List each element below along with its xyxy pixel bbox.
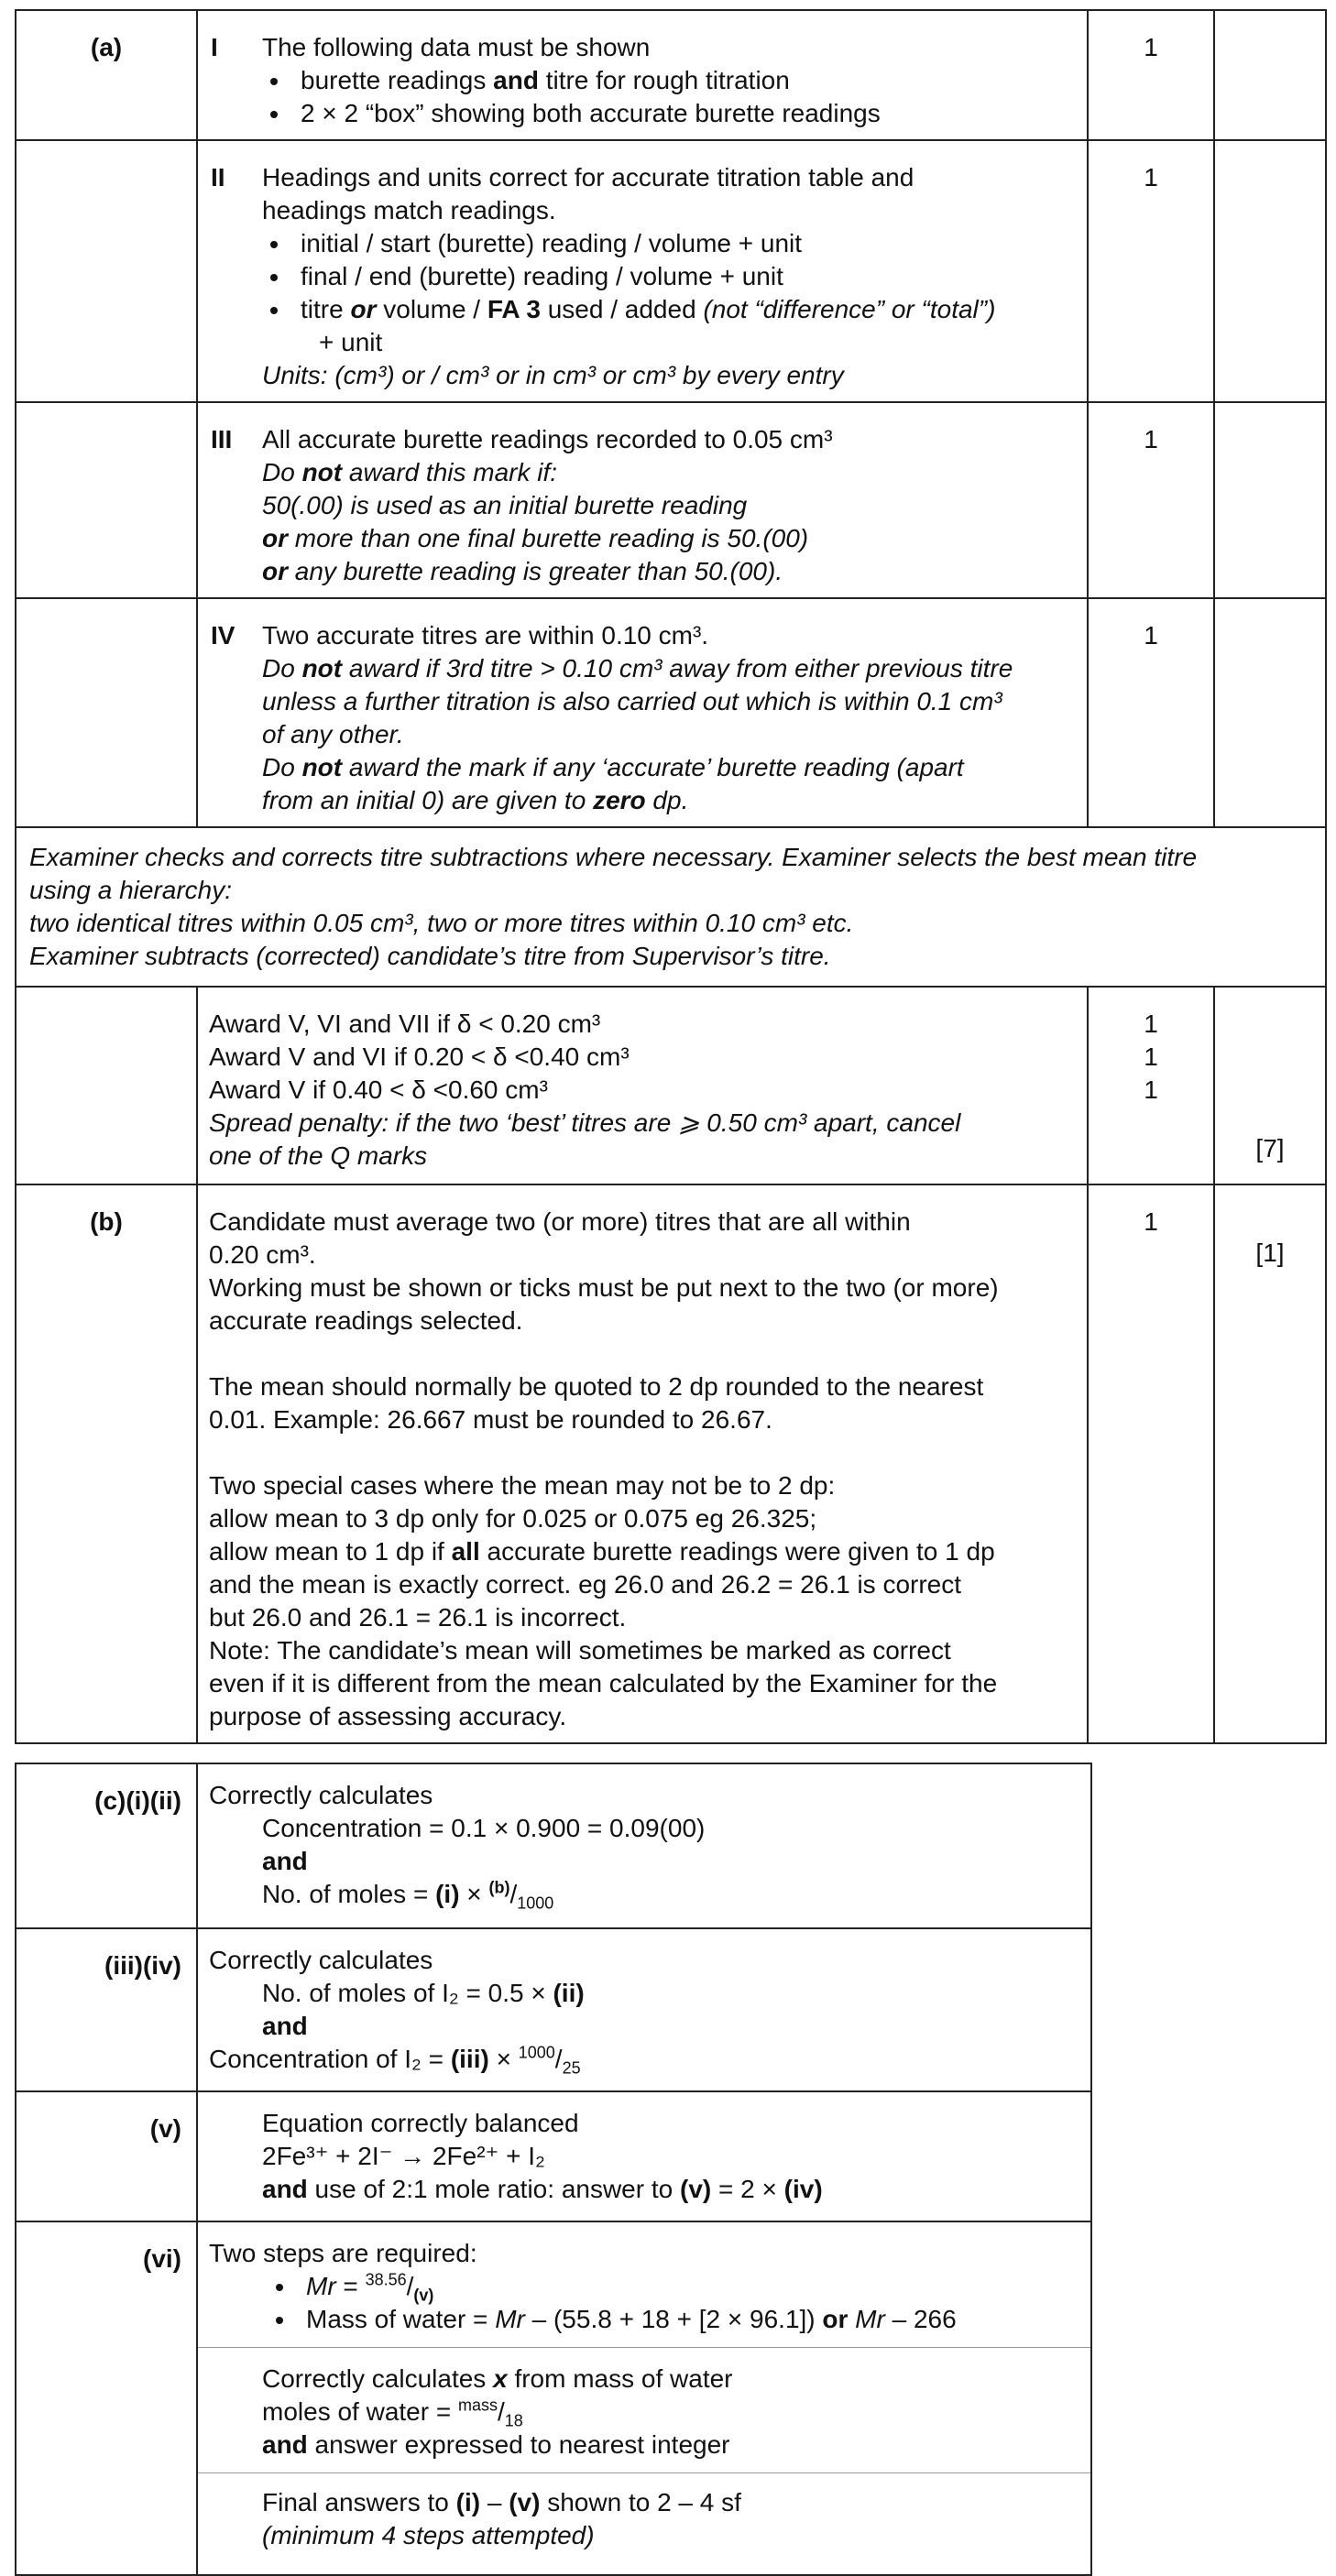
b-p3-8: purpose of assessing accuracy. xyxy=(209,1702,567,1730)
criterion-IV xyxy=(197,598,1088,827)
b-p3-2: allow mean to 3 dp only for 0.025 or 0.075 eg 26.325; xyxy=(209,1504,817,1533)
total-cell-II xyxy=(1214,140,1326,402)
criterion-c-vi xyxy=(197,2221,1091,2575)
criterion-II-intro-1: Headings and units correct for accurate titration table and xyxy=(262,163,914,191)
mark-scheme-table-c xyxy=(15,1763,1092,2576)
c-vi-s3-line2: (minimum 4 steps attempted) xyxy=(262,2521,595,2549)
criterion-II xyxy=(197,140,1088,402)
b-p2-1: The mean should normally be quoted to 2 dp rounded to the nearest xyxy=(209,1372,984,1401)
criterion-IV-line3: unless a further titration is also carried out which is within 0.1 cm³ xyxy=(262,687,1002,715)
c-iii-iv-line3: and xyxy=(262,2012,308,2040)
criterion-III-line1: All accurate burette readings recorded to 0.05 cm³ xyxy=(262,425,833,453)
c-v-line1: Equation correctly balanced xyxy=(262,2109,579,2137)
criterion-III-line2: Do not award this mark if: xyxy=(262,458,558,486)
question-label-c-v: (v) xyxy=(16,2091,197,2221)
c-iii-iv-line2: No. of moles of I₂ = 0.5 × (ii) xyxy=(262,1979,585,2007)
b-p1-3: Working must be shown or ticks must be put next to the two (or more) xyxy=(209,1273,999,1302)
bullet-initial: • initial / start (burette) reading / volume + unit xyxy=(291,227,1076,260)
c-vi-bullet-mr: • $Mr = ^{38.56}/_{(v)}$ xyxy=(297,2270,1079,2303)
criterion-IV-line6: from an initial 0) are given to zero dp. xyxy=(262,786,689,814)
examiner-note-line4: Examiner subtracts (corrected) candidate’s titre from Supervisor’s titre. xyxy=(29,942,831,970)
mark-IV: 1 xyxy=(1088,598,1214,827)
award-line2: Award V and VI if 0.20 < δ <0.40 cm³ xyxy=(209,1042,630,1071)
row-c-iii-iv xyxy=(16,1928,1091,2091)
criterion-I-intro: The following data must be shown xyxy=(262,33,651,61)
total-a-cell xyxy=(1214,987,1326,1184)
award-line5: one of the Q marks xyxy=(209,1141,428,1170)
question-label-c-iii-iv: (iii)(iv) xyxy=(16,1928,197,2091)
question-label-b: (b) xyxy=(16,1184,197,1743)
c-i-ii-line2: Concentration = 0.1 × 0.900 = 0.09(00) xyxy=(262,1814,706,1842)
c-iii-iv-line4: Concentration of $I_2 = (iii) \times ^{1000}/_{25}$ xyxy=(209,2043,581,2078)
marks-award xyxy=(1088,987,1214,1184)
row-a-IV xyxy=(16,598,1326,827)
b-p2-2: 0.01. Example: 26.667 must be rounded to 26.67. xyxy=(209,1405,772,1434)
label-cell-III xyxy=(16,402,197,598)
c-i-ii-line1: Correctly calculates xyxy=(209,1781,433,1809)
c-v-line3: and use of 2:1 mole ratio: answer to (v) = 2 × (iv) xyxy=(262,2175,823,2203)
criterion-IV-line1: Two accurate titres are within 0.10 cm³. xyxy=(262,621,709,649)
c-vi-line1: Two steps are required: xyxy=(209,2239,477,2267)
c-i-ii-line4: No. of moles = $(i) \times ^{(b)}/_{1000}$ xyxy=(262,1878,554,1913)
row-b xyxy=(16,1184,1326,1743)
b-p3-7: even if it is different from the mean calculated by the Examiner for the xyxy=(209,1669,998,1697)
b-p3-6: Note: The candidate’s mean will sometimes be marked as correct xyxy=(209,1636,951,1665)
criterion-IV-line5: Do not award the mark if any ‘accurate’ burette reading (apart xyxy=(262,753,964,781)
examiner-note-line1: Examiner checks and corrects titre subtractions where necessary. Examiner selects the best mean titre xyxy=(29,843,1198,871)
criterion-III-line3: 50(.00) is used as an initial burette reading xyxy=(262,491,748,519)
row-examiner-note xyxy=(16,827,1326,987)
mark-scheme-table-a xyxy=(15,9,1327,1744)
mark-VII: 1 xyxy=(1144,1075,1158,1104)
criterion-III-line4: or more than one final burette reading is 50.(00) xyxy=(262,524,809,552)
total-a: [7] xyxy=(1255,1134,1285,1162)
mark-b: 1 xyxy=(1088,1184,1214,1743)
award-line3: Award V if 0.40 < δ <0.60 cm³ xyxy=(209,1075,548,1104)
examiner-note xyxy=(16,827,1326,987)
b-p1-2: 0.20 cm³. xyxy=(209,1240,316,1269)
numeral-IV: IV xyxy=(211,621,235,649)
c-iii-iv-line1: Correctly calculates xyxy=(209,1946,433,1974)
bullet-final: • final / end (burette) reading / volume + unit xyxy=(291,260,1076,293)
numeral-II: II xyxy=(211,163,225,191)
numeral-I: I xyxy=(211,33,218,61)
c-vi-s3-line1: Final answers to (i) – (v) shown to 2 – 4 sf xyxy=(262,2488,741,2516)
total-b: [1] xyxy=(1255,1239,1285,1267)
criterion-IV-line2: Do not award if 3rd titre > 0.10 cm³ away from either previous titre xyxy=(262,654,1013,682)
b-p3-5: but 26.0 and 26.1 = 26.1 is incorrect. xyxy=(209,1603,627,1632)
criterion-III xyxy=(197,402,1088,598)
label-cell-IV xyxy=(16,598,197,827)
c-vi-step2 xyxy=(198,2347,1090,2472)
criterion-II-intro-2: headings match readings. xyxy=(262,196,556,224)
label-cell-II xyxy=(16,140,197,402)
criterion-II-bullets xyxy=(209,227,1076,326)
c-vi-bullet-mass: • Mass of water = Mr – (55.8 + 18 + [2 × 96.1]) or Mr – 266 xyxy=(297,2303,1079,2336)
total-cell-IV xyxy=(1214,598,1326,827)
c-vi-s2-line3: and answer expressed to nearest integer xyxy=(262,2430,730,2459)
criterion-IV-line4: of any other. xyxy=(262,720,404,748)
criterion-c-iii-iv xyxy=(197,1928,1091,2091)
c-vi-step1 xyxy=(198,2222,1090,2347)
mark-V: 1 xyxy=(1144,1010,1158,1038)
criterion-b xyxy=(197,1184,1088,1743)
mark-VI: 1 xyxy=(1144,1042,1158,1071)
b-p3-3: allow mean to 1 dp if all accurate burette readings were given to 1 dp xyxy=(209,1537,995,1566)
numeral-III: III xyxy=(211,425,233,453)
bullet-titre: • titre or volume / FA 3 used / added (not “difference” or “total”) xyxy=(291,293,1076,326)
question-label-c-vi: (vi) xyxy=(16,2221,197,2575)
total-b-cell xyxy=(1214,1184,1326,1743)
mark-II: 1 xyxy=(1088,140,1214,402)
award-criteria xyxy=(197,987,1088,1184)
award-line1: Award V, VI and VII if δ < 0.20 cm³ xyxy=(209,1010,601,1038)
question-label-a: (a) xyxy=(16,10,197,140)
criterion-I-bullets xyxy=(209,64,1076,130)
row-award xyxy=(16,987,1326,1184)
b-p3-4: and the mean is exactly correct. eg 26.0 and 26.2 = 26.1 is correct xyxy=(209,1570,962,1599)
label-cell-award xyxy=(16,987,197,1184)
total-cell-III xyxy=(1214,402,1326,598)
bullet-rough: • burette readings and titre for rough titration xyxy=(291,64,1076,97)
row-c-i-ii xyxy=(16,1763,1091,1928)
examiner-note-line2: using a hierarchy: xyxy=(29,876,233,904)
c-v-equation: 2Fe³⁺ + 2I⁻ → 2Fe²⁺ + I₂ xyxy=(262,2142,545,2170)
row-a-II xyxy=(16,140,1326,402)
units-note: Units: (cm³) or / cm³ or in cm³ or cm³ by every entry xyxy=(262,361,844,389)
mark-I: 1 xyxy=(1088,10,1214,140)
criterion-III-line5: or any burette reading is greater than 50.(00). xyxy=(262,557,783,585)
c-vi-s2-line1: Correctly calculates x from mass of water xyxy=(262,2364,733,2393)
award-line4: Spread penalty: if the two ‘best’ titres are ⩾ 0.50 cm³ apart, cancel xyxy=(209,1108,961,1137)
examiner-note-line3: two identical titres within 0.05 cm³, two or more titres within 0.10 cm³ etc. xyxy=(29,909,854,937)
bullet-titre-unit: + unit xyxy=(319,328,383,356)
b-p1-1: Candidate must average two (or more) titres that are all within xyxy=(209,1207,911,1236)
c-vi-bullets xyxy=(209,2270,1079,2336)
bullet-box: • 2 × 2 “box” showing both accurate burette readings xyxy=(291,97,1076,130)
mark-III: 1 xyxy=(1088,402,1214,598)
row-c-v xyxy=(16,2091,1091,2221)
criterion-c-v xyxy=(197,2091,1091,2221)
b-p1-4: accurate readings selected. xyxy=(209,1306,523,1335)
question-label-c-i-ii: (c)(i)(ii) xyxy=(16,1763,197,1928)
row-c-vi xyxy=(16,2221,1091,2575)
c-vi-step3 xyxy=(198,2472,1090,2574)
row-a-I xyxy=(16,10,1326,140)
criterion-c-i-ii xyxy=(197,1763,1091,1928)
criterion-I xyxy=(197,10,1088,140)
c-i-ii-line3: and xyxy=(262,1847,308,1875)
row-a-III xyxy=(16,402,1326,598)
total-cell-I xyxy=(1214,10,1326,140)
c-vi-s2-line2: moles of water = $^{mass}/_{18}$ xyxy=(262,2396,523,2430)
b-p3-1: Two special cases where the mean may not be to 2 dp: xyxy=(209,1471,836,1500)
